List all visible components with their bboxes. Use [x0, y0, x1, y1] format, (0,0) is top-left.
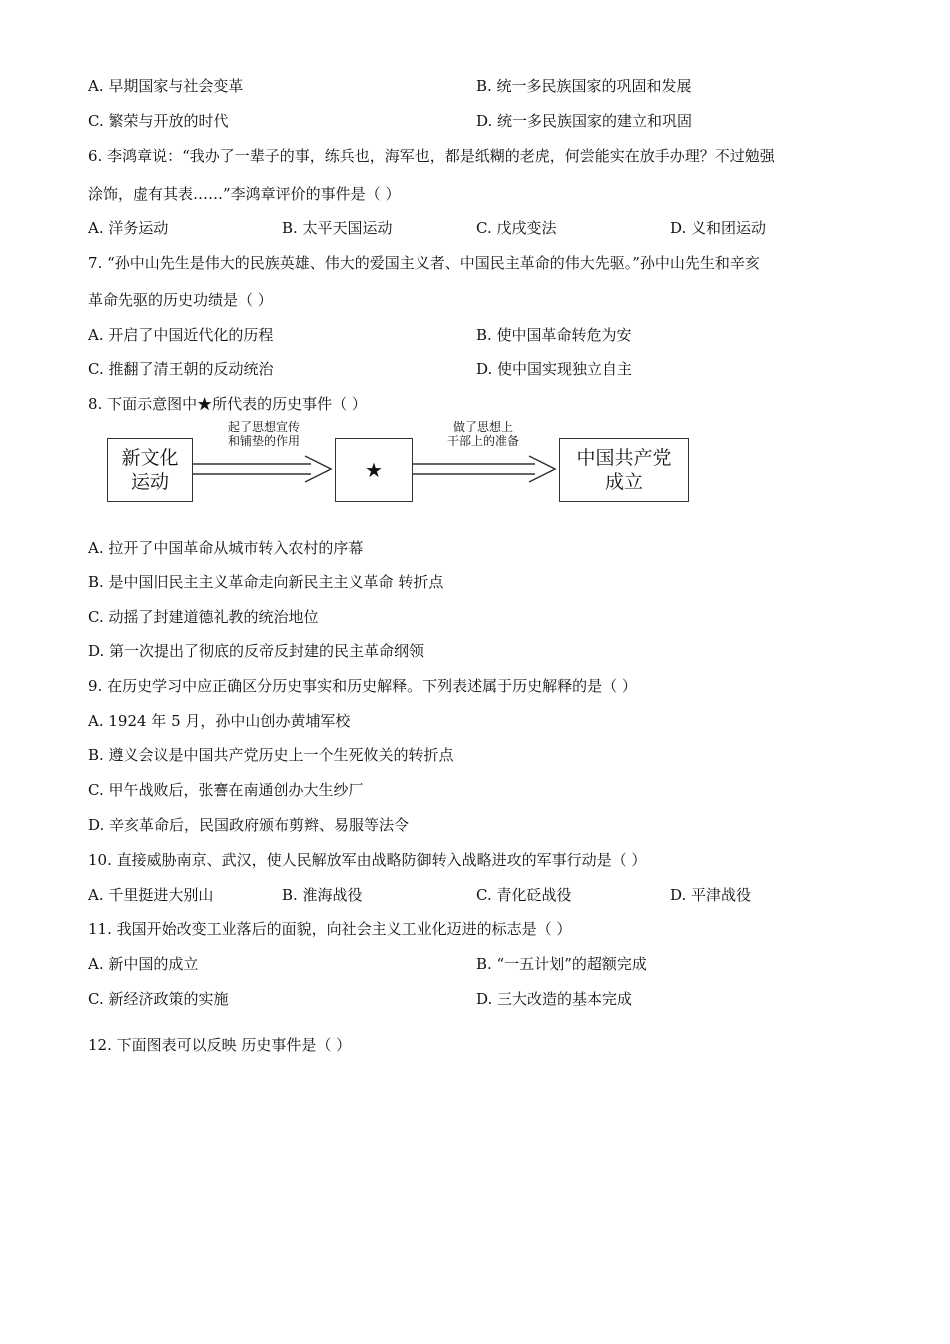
q7-stem-line2: 革命先驱的历史功绩是（ ） [88, 291, 273, 309]
arrow1-label-line2: 和铺垫的作用 [227, 434, 300, 448]
q10-option-b: B. 淮海战役 [282, 886, 363, 904]
arrow2-label-line1: 做了思想上 [452, 420, 513, 434]
box3-line1: 中国共产党 [576, 447, 672, 469]
q9-stem: 9. 在历史学习中应正确区分历史事实和历史解释。下列表述属于历史解释的是（ ） [88, 677, 637, 695]
q11-option-a: A. 新中国的成立 [88, 955, 199, 973]
q5-option-a: A. 早期国家与社会变革 [88, 77, 244, 95]
q11-option-b: B. “一五计划”的超额完成 [476, 955, 647, 973]
diagram-box-ccp-founding [559, 438, 689, 502]
box1-line2: 运动 [130, 471, 169, 493]
q11-option-c: C. 新经济政策的实施 [88, 990, 229, 1008]
box3-line2: 成立 [604, 471, 643, 493]
q7-stem-line1: 7. “孙中山先生是伟大的民族英雄、伟大的爱国主义者、中国民主革命的伟大先驱。”孙中山先生和辛亥 [88, 254, 760, 272]
box1-line1: 新文化 [121, 447, 179, 469]
q6-stem-line2: 涂饰，虚有其表……”李鸿章评价的事件是（ ） [88, 185, 401, 203]
arrow2-label [413, 420, 553, 448]
q8-option-d: D. 第一次提出了彻底的反帝反封建的民主革命纲领 [88, 642, 425, 660]
q6-option-a: A. 洋务运动 [88, 219, 169, 237]
q10-stem: 10. 直接威胁南京、武汉，使人民解放军由战略防御转入战略进攻的军事行动是（ ） [88, 851, 647, 869]
q6-option-c: C. 戊戌变法 [476, 219, 557, 237]
q8-option-c: C. 动摇了封建道德礼教的统治地位 [88, 608, 319, 626]
q8-option-b: B. 是中国旧民主主义革命走向新民主主义革命 转折点 [88, 573, 444, 591]
q6-option-b: B. 太平天国运动 [282, 219, 393, 237]
q10-option-d: D. 平津战役 [670, 886, 752, 904]
arrow2-label-line2: 干部上的准备 [446, 434, 519, 448]
diagram-box-star [335, 438, 413, 502]
q7-option-d: D. 使中国实现独立自主 [476, 360, 633, 378]
q7-option-b: B. 使中国革命转危为安 [476, 326, 632, 344]
arrow1-label [199, 420, 329, 448]
q5-option-c: C. 繁荣与开放的时代 [88, 112, 229, 130]
q12-stem: 12. 下面图表可以反映 历史事件是（ ） [88, 1036, 352, 1054]
q6-option-d: D. 义和团运动 [670, 219, 767, 237]
star-icon: ★ [365, 458, 383, 482]
q5-option-b: B. 统一多民族国家的巩固和发展 [476, 77, 692, 95]
arrow1-icon [193, 454, 335, 484]
q9-option-b: B. 遵义会议是中国共产党历史上一个生死攸关的转折点 [88, 746, 454, 764]
q10-option-c: C. 青化砭战役 [476, 886, 572, 904]
q11-stem: 11. 我国开始改变工业落后的面貌，向社会主义工业化迈进的标志是（ ） [88, 920, 572, 938]
arrow1-label-line1: 起了思想宣传 [227, 420, 300, 434]
diagram-box-new-culture [107, 438, 193, 502]
q10-option-a: A. 千里挺进大别山 [88, 886, 214, 904]
q7-option-a: A. 开启了中国近代化的历程 [88, 326, 274, 344]
q7-option-c: C. 推翻了清王朝的反动统治 [88, 360, 274, 378]
q8-option-a: A. 拉开了中国革命从城市转入农村的序幕 [88, 539, 364, 557]
arrow2-icon [413, 454, 559, 484]
q6-stem-line1: 6. 李鸿章说：“我办了一辈子的事，练兵也，海军也，都是纸糊的老虎，何尝能实在放手办理？不过勉强 [88, 147, 775, 165]
q5-option-d: D. 统一多民族国家的建立和巩固 [476, 112, 693, 130]
q8-stem: 8. 下面示意图中★所代表的历史事件（ ） [88, 395, 367, 413]
q8-diagram [107, 418, 697, 508]
q9-option-a: A. 1924 年 5 月，孙中山创办黄埔军校 [88, 712, 351, 730]
q9-option-c: C. 甲午战败后，张謇在南通创办大生纱厂 [88, 781, 364, 799]
q9-option-d: D. 辛亥革命后，民国政府颁布剪辫、易服等法令 [88, 816, 410, 834]
q11-option-d: D. 三大改造的基本完成 [476, 990, 633, 1008]
